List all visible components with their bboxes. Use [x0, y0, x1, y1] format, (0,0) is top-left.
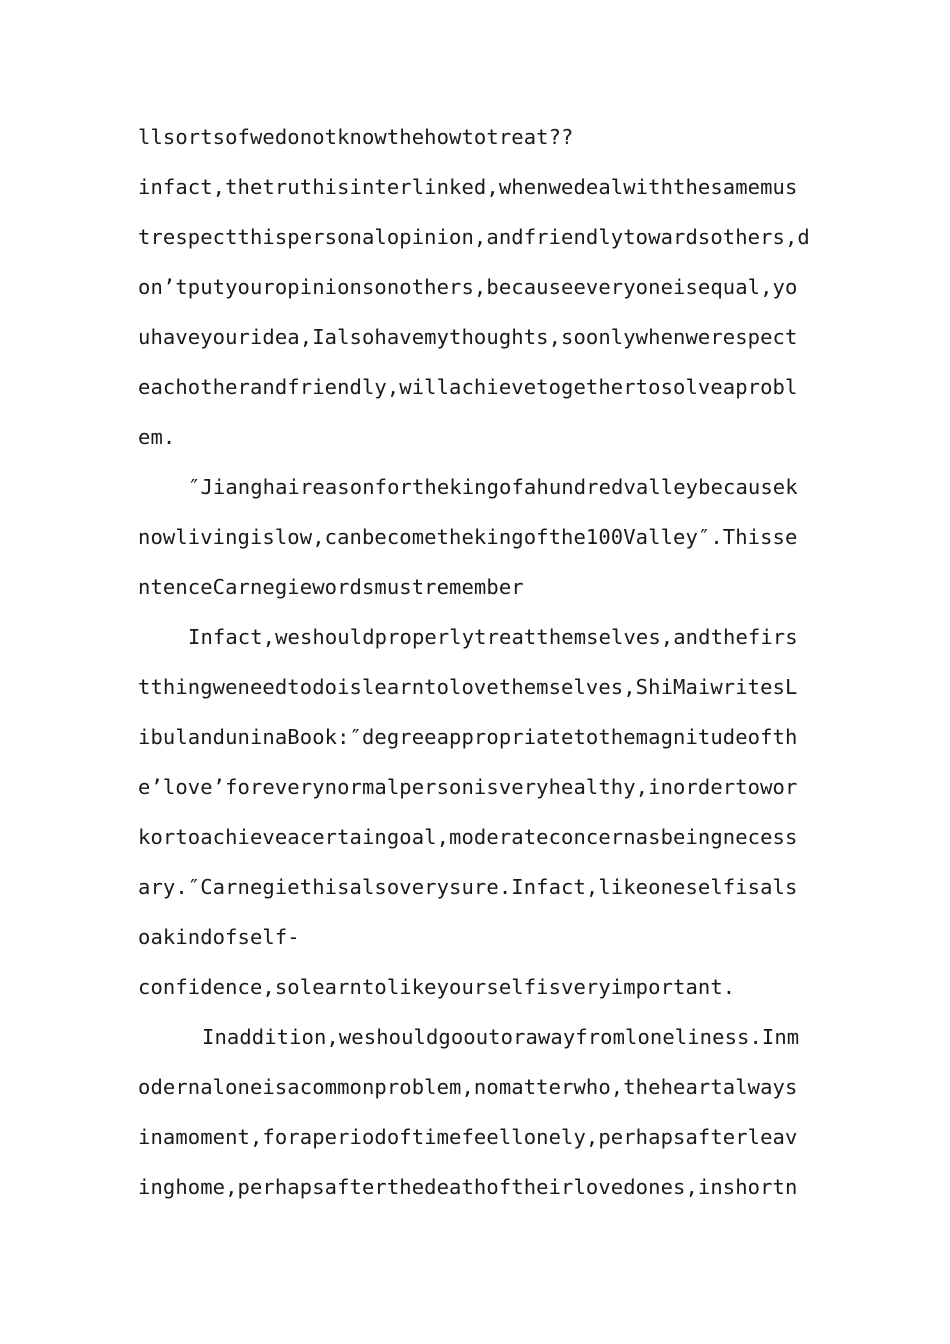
text-line: oakindofself-	[138, 925, 300, 949]
text-line: llsortsofwedonotknowthehowtotreat??	[138, 125, 574, 149]
text-line: infact,thetruthisinterlinked,whenwedealwiththesamemus	[138, 175, 798, 199]
text-line: trespectthispersonalopinion,andfriendlytowardsothers,d	[138, 225, 810, 249]
text-line: eachotherandfriendly,willachievetogethertosolveaprobl	[138, 375, 798, 399]
body-text	[138, 112, 828, 1212]
paragraph-start-line: Infact,weshouldproperlytreatthemselves,andthefirs	[188, 625, 798, 649]
text-line: confidence,solearntolikeyourselfisveryimportant.	[138, 975, 736, 999]
text-line: ntenceCarnegiewordsmustremember	[138, 575, 524, 599]
text-line: kortoachieveacertaingoal,moderateconcernasbeingnecess	[138, 825, 798, 849]
text-line: on’tputyouropinionsonothers,becauseeveryoneisequal,yo	[138, 275, 798, 299]
text-line: inghome,perhapsafterthedeathoftheirlovedones,inshortn	[138, 1175, 798, 1199]
paragraph-start-line: ″Jianghaireasonforthekingofahundredvalleybecausek	[188, 475, 798, 499]
paragraph-start-line: Inaddition,weshouldgooutorawayfromloneliness.Inm	[202, 1025, 800, 1049]
text-line: em.	[138, 425, 176, 449]
text-line: nowlivingislow,canbecomethekingofthe100Valley″.Thisse	[138, 525, 798, 549]
text-line: uhaveyouridea,Ialsohavemythoughts,soonlywhenwerespect	[138, 325, 798, 349]
text-line: ary.″Carnegiethisalsoverysure.Infact,likeoneselfisals	[138, 875, 798, 899]
text-line: inamoment,foraperiodoftimefeellonely,perhapsafterleav	[138, 1125, 798, 1149]
text-line: ibulanduninaBook:″degreeappropriatetothemagnitudeofth	[138, 725, 798, 749]
text-line: odernaloneisacommonproblem,nomatterwho,theheartalways	[138, 1075, 798, 1099]
text-line: e’love’foreverynormalpersonisveryhealthy,inordertowor	[138, 775, 798, 799]
text-line: tthingweneedtodoislearntolovethemselves,ShiMaiwritesL	[138, 675, 798, 699]
